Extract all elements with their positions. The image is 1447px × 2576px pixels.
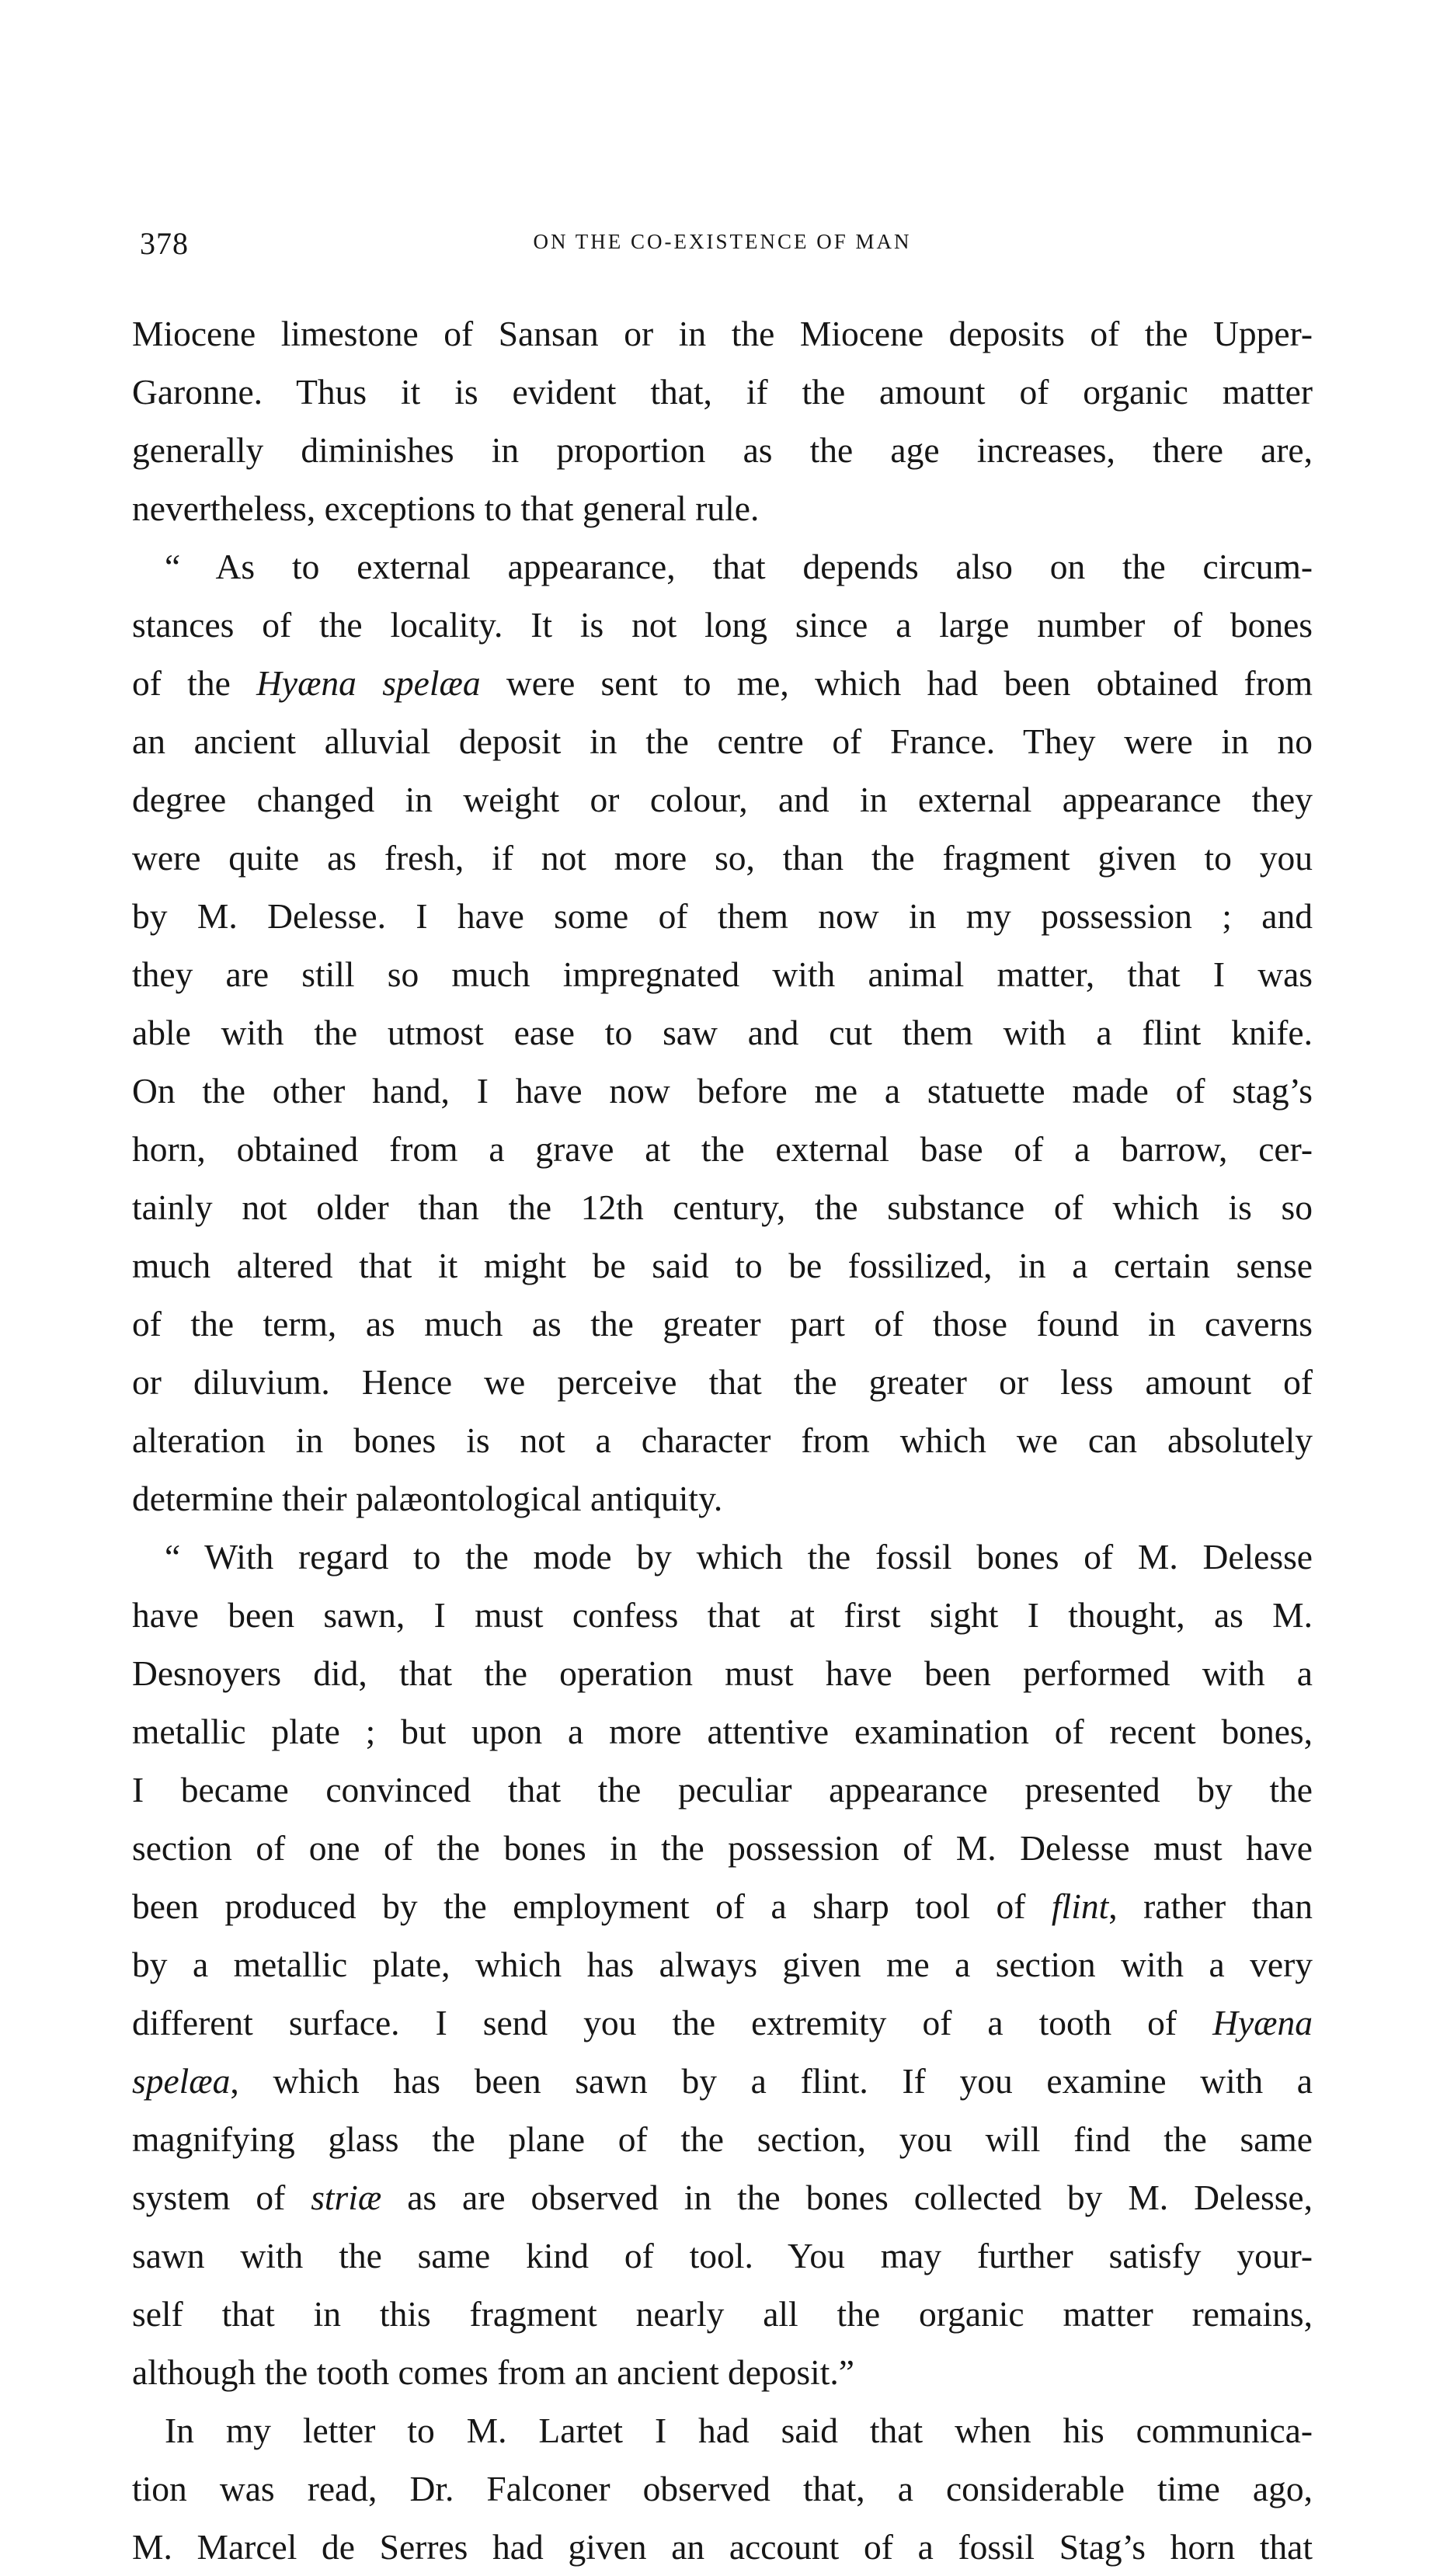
paragraph — [132, 1528, 1313, 2401]
text-line: metallic plate ; but upon a more attentive examination of recent bones, — [132, 1712, 1313, 1751]
page-number: 378 — [140, 226, 189, 261]
text-line: system of striæ as are observed in the bones collected by M. Delesse, — [132, 2178, 1313, 2217]
body-text — [132, 304, 1313, 2576]
text-line: tainly not older than the 12th century, the substance of which is so — [132, 1187, 1313, 1227]
text-line: sawn with the same kind of tool. You may further satisfy your- — [132, 2236, 1313, 2275]
text-line: by M. Delesse. I have some of them now in my possession ; and — [132, 896, 1313, 936]
text-line: were quite as fresh, if not more so, than the fragment given to you — [132, 838, 1313, 878]
text-line: M. Marcel de Serres had given an account of a fossil Stag’s horn that — [132, 2527, 1313, 2567]
text-line: of the Hyæna spelæa were sent to me, which had been obtained from — [132, 663, 1313, 703]
paragraph — [132, 304, 1313, 537]
text-line: Garonne. Thus it is evident that, if the amount of organic matter — [132, 372, 1313, 412]
italic-term: spelæa — [132, 2061, 231, 2101]
text-line: although the tooth comes from an ancient deposit.” — [132, 2352, 854, 2392]
book-page — [132, 225, 1313, 2576]
paragraph — [132, 2401, 1313, 2576]
text-line: generally diminishes in proportion as the age increases, there are, — [132, 430, 1313, 470]
text-line: “ With regard to the mode by which the fossil bones of M. Delesse — [165, 1537, 1313, 1577]
text-line: tion was read, Dr. Falconer observed that, a considerable time ago, — [132, 2469, 1313, 2508]
text-line: magnifying glass the plane of the section, you will find the same — [132, 2119, 1313, 2159]
paragraph — [132, 537, 1313, 1528]
text-line: Miocene limestone of Sansan or in the Miocene deposits of the Upper- — [132, 314, 1313, 353]
text-line: they are still so much impregnated with animal matter, that I was — [132, 954, 1313, 994]
italic-term: striæ — [311, 2178, 382, 2217]
text-line: I became convinced that the peculiar appearance presented by the — [132, 1770, 1313, 1809]
italic-term: flint — [1051, 1886, 1109, 1926]
text-line: In my letter to M. Lartet I had said that when his communica- — [165, 2411, 1313, 2450]
page-header — [132, 225, 1313, 272]
text-line: of the term, as much as the greater part of those found in caverns — [132, 1304, 1313, 1344]
text-line: section of one of the bones in the possession of M. Delesse must have — [132, 1828, 1313, 1868]
text-line: Desnoyers did, that the operation must have been performed with a — [132, 1653, 1313, 1693]
text-line: stances of the locality. It is not long since a large number of bones — [132, 605, 1313, 645]
italic-term: Hyæna — [1212, 2003, 1313, 2042]
text-line: self that in this fragment nearly all the organic matter remains, — [132, 2294, 1313, 2334]
text-line: spelæa, which has been sawn by a flint. If you examine with a — [132, 2061, 1313, 2101]
text-line: degree changed in weight or colour, and in external appearance they — [132, 780, 1313, 819]
text-line: different surface. I send you the extremity of a tooth of Hyæna — [132, 2003, 1313, 2042]
text-line: On the other hand, I have now before me a statuette made of stag’s — [132, 1071, 1313, 1111]
text-line: horn, obtained from a grave at the external base of a barrow, cer- — [132, 1129, 1313, 1169]
text-line: an ancient alluvial deposit in the centre of France. They were in no — [132, 721, 1313, 761]
text-line: been produced by the employment of a sharp tool of flint, rather than — [132, 1886, 1313, 1926]
text-line: by a metallic plate, which has always given me a section with a very — [132, 1945, 1313, 1984]
text-line: or diluvium. Hence we perceive that the greater or less amount of — [132, 1362, 1313, 1402]
text-line: “ As to external appearance, that depends also on the circum- — [165, 547, 1313, 586]
text-line: much altered that it might be said to be fossilized, in a certain sense — [132, 1246, 1313, 1285]
text-line: alteration in bones is not a character from which we can absolutely — [132, 1420, 1313, 1460]
text-line: determine their palæontological antiquity. — [132, 1479, 723, 1518]
text-line: able with the utmost ease to saw and cut them with a flint knife. — [132, 1013, 1313, 1052]
text-line: nevertheless, exceptions to that general rule. — [132, 488, 760, 528]
running-head: ON THE CO-EXISTENCE OF MAN — [533, 230, 912, 253]
text-line: have been sawn, I must confess that at first sight I thought, as M. — [132, 1595, 1313, 1635]
italic-term: Hyæna spelæa — [256, 663, 481, 703]
